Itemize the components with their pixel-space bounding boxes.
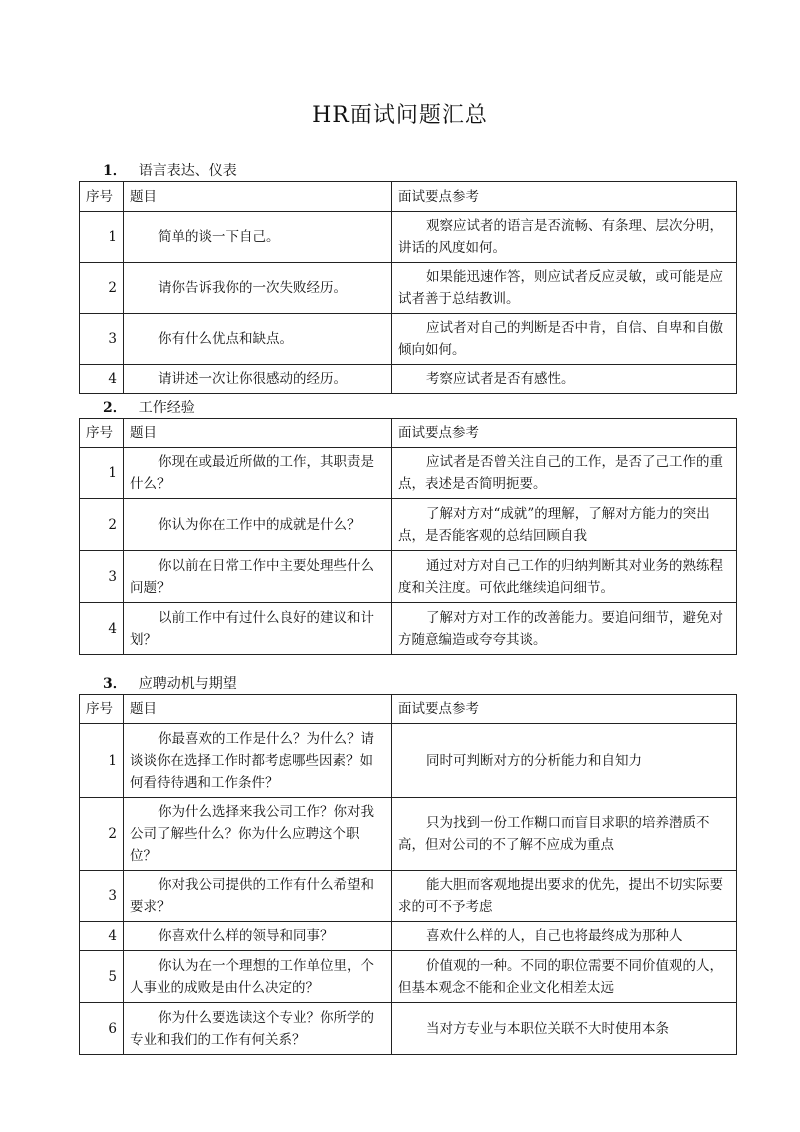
question-cell: 简单的谈一下自己。 <box>124 212 392 263</box>
question-cell: 你认为在一个理想的工作单位里，个人事业的成败是由什么决定的？ <box>124 951 392 1003</box>
qa-table-1 <box>79 181 737 394</box>
header-answer: 面试要点参考 <box>392 182 737 212</box>
answer-cell: 通过对方对自己工作的归纳判断其对业务的熟练程度和关注度。可依此继续追问细节。 <box>392 551 737 603</box>
row-number: 3 <box>80 871 124 922</box>
header-answer: 面试要点参考 <box>392 419 737 448</box>
table-row <box>80 724 737 798</box>
question-cell: 以前工作中有过什么良好的建议和计划？ <box>124 603 392 655</box>
answer-cell: 应试者对自己的判断是否中肯，自信、自卑和自傲倾向如何。 <box>392 314 737 365</box>
answer-cell: 观察应试者的语言是否流畅、有条理、层次分明，讲话的风度如何。 <box>392 212 737 263</box>
question-cell: 你有什么优点和缺点。 <box>124 314 392 365</box>
row-number: 4 <box>80 603 124 655</box>
answer-cell: 了解对方对工作的改善能力。要追问细节，避免对方随意编造或夸夸其谈。 <box>392 603 737 655</box>
section-title: 工作经验 <box>138 400 195 416</box>
row-number: 1 <box>80 212 124 263</box>
answer-cell: 应试者是否曾关注自己的工作，是否了己工作的重点，表述是否简明扼要。 <box>392 448 737 499</box>
answer-cell: 同时可判断对方的分析能力和自知力 <box>392 724 737 798</box>
table-row <box>80 922 737 951</box>
question-cell: 请你告诉我你的一次失败经历。 <box>124 263 392 314</box>
question-cell: 你认为你在工作中的成就是什么？ <box>124 499 392 551</box>
row-number: 2 <box>80 798 124 871</box>
table-row <box>80 448 737 499</box>
header-no: 序号 <box>80 182 124 212</box>
table-row <box>80 263 737 314</box>
row-number: 4 <box>80 365 124 394</box>
table-row <box>80 1003 737 1055</box>
table-row <box>80 951 737 1003</box>
question-cell: 你以前在日常工作中主要处理些什么问题？ <box>124 551 392 603</box>
table-row <box>80 365 737 394</box>
question-cell: 请讲述一次让你很感动的经历。 <box>124 365 392 394</box>
section-number: 2． <box>103 400 127 416</box>
section-number: 3． <box>103 676 127 692</box>
header-answer: 面试要点参考 <box>392 695 737 724</box>
question-cell: 你最喜欢的工作是什么？为什么？请谈谈你在选择工作时都考虑哪些因素？如何看待待遇和工作条件？ <box>124 724 392 798</box>
row-number: 1 <box>80 448 124 499</box>
header-no: 序号 <box>80 695 124 724</box>
table-row <box>80 499 737 551</box>
question-cell: 你喜欢什么样的领导和同事？ <box>124 922 392 951</box>
question-cell: 你为什么要选读这个专业？你所学的专业和我们的工作有何关系？ <box>124 1003 392 1055</box>
section-heading-1 <box>103 160 237 180</box>
table-row <box>80 212 737 263</box>
answer-cell: 价值观的一种。不同的职位需要不同价值观的人，但基本观念不能和企业文化相差太远 <box>392 951 737 1003</box>
row-number: 2 <box>80 499 124 551</box>
row-number: 3 <box>80 314 124 365</box>
question-cell: 你为什么选择来我公司工作？你对我公司了解些什么？你为什么应聘这个职位？ <box>124 798 392 871</box>
header-question: 题目 <box>124 182 392 212</box>
section-heading-3 <box>103 673 237 693</box>
table-row <box>80 314 737 365</box>
qa-table-3 <box>79 694 737 1055</box>
qa-table-2 <box>79 418 737 655</box>
answer-cell: 当对方专业与本职位关联不大时使用本条 <box>392 1003 737 1055</box>
row-number: 4 <box>80 922 124 951</box>
answer-cell: 了解对方对“成就”的理解，了解对方能力的突出点，是否能客观的总结回顾自我 <box>392 499 737 551</box>
table-row <box>80 798 737 871</box>
table-row <box>80 551 737 603</box>
answer-cell: 只为找到一份工作糊口而盲目求职的培养潜质不高，但对公司的不了解不应成为重点 <box>392 798 737 871</box>
section-heading-2 <box>103 397 195 417</box>
row-number: 2 <box>80 263 124 314</box>
table-row <box>80 603 737 655</box>
table-header-row <box>80 695 737 724</box>
question-cell: 你现在或最近所做的工作，其职责是什么？ <box>124 448 392 499</box>
answer-cell: 喜欢什么样的人，自己也将最终成为那种人 <box>392 922 737 951</box>
row-number: 1 <box>80 724 124 798</box>
table-header-row <box>80 182 737 212</box>
section-title: 应聘动机与期望 <box>138 676 237 692</box>
question-cell: 你对我公司提供的工作有什么希望和要求？ <box>124 871 392 922</box>
row-number: 6 <box>80 1003 124 1055</box>
table-header-row <box>80 419 737 448</box>
answer-cell: 能大胆而客观地提出要求的优先，提出不切实际要求的可不予考虑 <box>392 871 737 922</box>
answer-cell: 如果能迅速作答，则应试者反应灵敏，或可能是应试者善于总结教训。 <box>392 263 737 314</box>
header-question: 题目 <box>124 419 392 448</box>
section-title: 语言表达、仪表 <box>138 163 237 179</box>
header-no: 序号 <box>80 419 124 448</box>
answer-cell: 考察应试者是否有感性。 <box>392 365 737 394</box>
section-number: 1． <box>103 163 127 179</box>
table-row <box>80 871 737 922</box>
header-question: 题目 <box>124 695 392 724</box>
row-number: 3 <box>80 551 124 603</box>
page-title: HR面试问题汇总 <box>312 103 488 128</box>
row-number: 5 <box>80 951 124 1003</box>
